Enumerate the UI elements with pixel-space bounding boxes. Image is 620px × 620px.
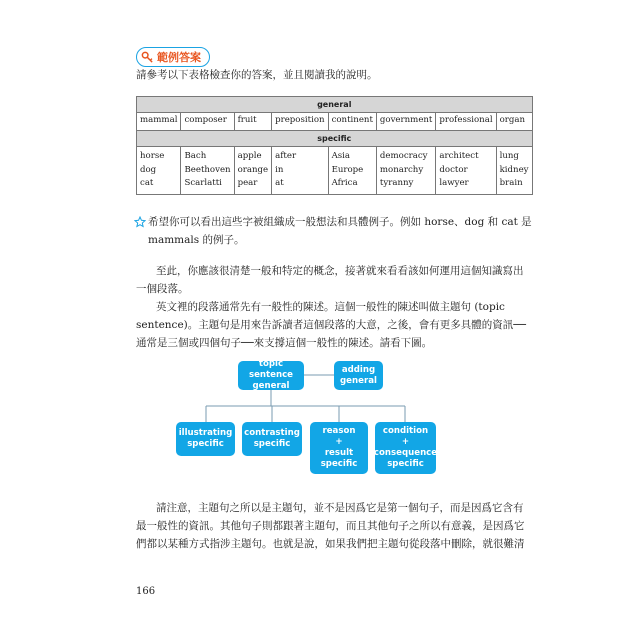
paragraph-1-line-1: 至此，你應該很清楚一般和特定的概念，接著就來看看該如何運用這個知識寫出 (156, 265, 524, 277)
general-word: professional (436, 113, 496, 131)
specific-cell (272, 147, 328, 195)
box-label: specific (320, 459, 358, 469)
specific-cell (137, 147, 181, 195)
topic-sentence-box (238, 361, 304, 390)
reason-result-box (310, 422, 368, 474)
general-specific-table (136, 96, 533, 195)
paragraph-2-line-1: 英文裡的段落通常先有一般性的陳述。這個一般性的陳述叫做主題句 (topic (156, 301, 505, 313)
specific-word: in (275, 164, 284, 175)
general-word: organ (496, 113, 532, 131)
box-label: specific (253, 439, 291, 449)
specific-word: dog (140, 164, 157, 175)
specific-header: specific (137, 131, 533, 147)
box-label: general (252, 381, 290, 391)
adding-box (334, 361, 383, 390)
sample-answer-badge (136, 47, 210, 67)
paragraph-2-line-2: sentence)。主題句是用來告訴讀者這個段落的大意，之後，會有更多具體的資訊── (136, 319, 526, 331)
box-label: topic sentence (248, 359, 294, 380)
specific-word: cat (140, 178, 154, 188)
specific-word: Bach (184, 151, 207, 161)
specific-cell (496, 147, 532, 195)
specific-word: at (275, 178, 284, 188)
page-number: 166 (136, 586, 156, 597)
box-label: illustrating (178, 428, 233, 438)
box-label: general (340, 375, 377, 386)
specific-word: apple (237, 151, 262, 161)
specific-cell (181, 147, 234, 195)
general-word: government (376, 113, 435, 131)
note-line-2: mammals 的例子。 (148, 234, 245, 246)
specific-word: after (275, 151, 297, 161)
specific-word: lawyer (439, 178, 469, 188)
box-label: consequence (373, 448, 438, 458)
general-word: composer (181, 113, 234, 131)
general-word: mammal (137, 113, 181, 131)
box-label: result (324, 448, 354, 458)
paragraph-3-line-3: 們都以某種方式指涉主題句。也就是說，如果我們把主題句從段落中刪除，就很難清 (136, 538, 525, 550)
general-header: general (137, 97, 533, 113)
specific-word: Beethoven (184, 164, 231, 175)
specific-word: Scarlatti (184, 178, 222, 188)
box-label: adding (341, 364, 376, 375)
specific-word: brain (499, 178, 523, 188)
contrasting-box (242, 422, 302, 456)
specific-word: pear (237, 178, 258, 188)
illustrating-box (176, 422, 235, 456)
key-icon (141, 51, 154, 64)
general-word: preposition (272, 113, 328, 131)
specific-word: Europe (331, 164, 364, 175)
specific-word: kidney (499, 164, 529, 175)
condition-consequence-box (375, 422, 436, 474)
box-label: contrasting (244, 428, 300, 438)
specific-word: monarchy (379, 164, 424, 175)
box-label: condition (382, 426, 429, 436)
box-label: specific (187, 439, 224, 449)
specific-cell (376, 147, 435, 195)
badge-label: 範例答案 (157, 51, 201, 64)
paragraph-3-line-1: 請注意，主題句之所以是主題句，並不是因爲它是第一個句子，而是因爲它含有 (156, 502, 524, 514)
general-word: fruit (234, 113, 272, 131)
specific-cell (436, 147, 496, 195)
specific-word: architect (439, 151, 479, 161)
specific-cell (328, 147, 376, 195)
specific-word: Asia (331, 151, 351, 161)
specific-word: tyranny (379, 178, 414, 188)
box-label: specific (387, 459, 424, 469)
specific-word: horse (140, 151, 165, 161)
box-label: + (401, 437, 410, 447)
instruction-text: 請參考以下表格檢查你的答案，並且閱讀我的說明。 (136, 69, 378, 81)
specific-word: democracy (379, 151, 428, 161)
specific-cell (234, 147, 272, 195)
specific-word: lung (499, 151, 519, 161)
box-label: reason (322, 426, 356, 436)
box-label: + (335, 437, 343, 447)
star-icon (134, 216, 146, 228)
paragraph-2-line-3: 通常是三個或四個句子──來支撐這個一般性的陳述。請看下圖。 (136, 337, 433, 349)
general-word: continent (328, 113, 376, 131)
paragraph-3-line-2: 最一般性的資訊。其他句子則都跟著主題句，而且其他句子之所以有意義，是因爲它 (136, 520, 525, 532)
specific-word: orange (237, 164, 269, 175)
specific-word: Africa (331, 178, 358, 188)
specific-word: doctor (439, 164, 468, 175)
paragraph-1-line-2: 一個段落。 (136, 283, 189, 295)
note-line-1: 希望你可以看出這些字被組織成一般想法和具體例子。例如 horse、dog 和 cat 是 (148, 216, 532, 228)
